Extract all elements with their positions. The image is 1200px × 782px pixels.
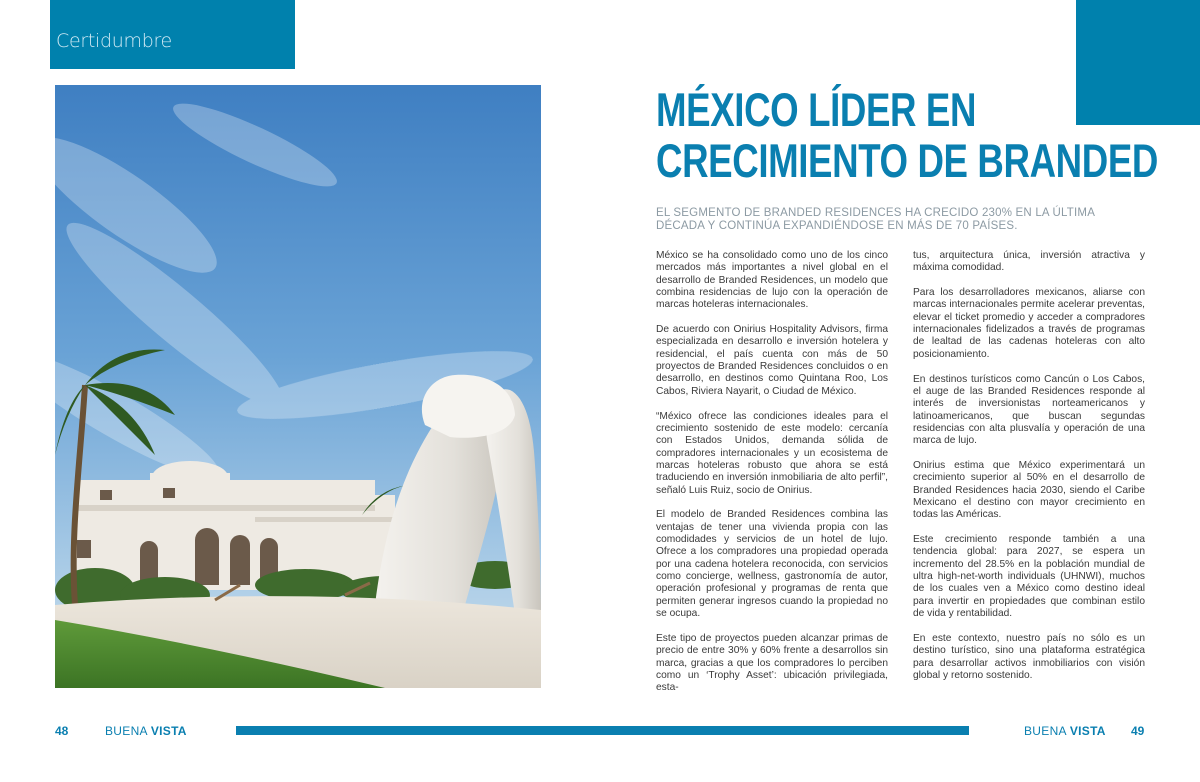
magazine-brand-right	[1024, 724, 1106, 738]
page-number-left: 48	[55, 724, 69, 738]
paragraph: En este contexto, nuestro país no sólo es un destino turístico, sino una plataforma estratégica para desarrollar activos inmobiliarios con visión global y retorno sostenido.	[913, 632, 1145, 681]
paragraph: Para los desarrolladores mexicanos, aliarse con marcas internacionales permite acelerar preventas, elevar el ticket promedio y acceder a compradores internacionales fidelizados a través de programas de lealtad de las cadenas hoteleras con alto posicionamiento.	[913, 287, 1145, 360]
body-column-left	[656, 250, 888, 707]
brand-second: VISTA	[1069, 724, 1106, 738]
footer-bar	[236, 726, 969, 735]
brand-second: VISTA	[150, 724, 187, 738]
brand-first: BUENA	[1024, 724, 1067, 738]
magazine-brand-left	[105, 724, 187, 738]
brand-first: BUENA	[105, 724, 148, 738]
article-headline	[656, 83, 1158, 187]
paragraph: “México ofrece las condiciones ideales para el crecimiento sostenido de este modelo: cercanía con Estados Unidos, demanda sólida de compradores internacionales y un ecosistema de marcas hoteleras robusto que ahora se está traduciendo en inversión inmobiliaria de alto perfil”, señaló Luis Ruiz, socio de Onirius.	[656, 410, 888, 496]
article-deck: EL SEGMENTO DE BRANDED RESIDENCES HA CRECIDO 230% EN LA ÚLTIMA DÉCADA Y CONTINÚA EXPANDIÉNDOSE EN MÁS DE 70 PAÍSES.	[656, 207, 1095, 232]
headline-line-1: MÉXICO LÍDER EN	[656, 83, 977, 136]
section-tab	[50, 0, 295, 69]
section-label: Certidumbre	[56, 30, 172, 52]
paragraph: En destinos turísticos como Cancún o Los Cabos, el auge de las Branded Residences responde al interés de inversionistas norteamericanos y latinoamericanos, que buscan segundas residencias con alta plusvalía y operación de una marca de lujo.	[913, 373, 1145, 447]
paragraph: Onirius estima que México experimentará un crecimiento superior al 50% en el desarrollo de Branded Residences hacia 2030, siendo el Caribe Mexicano el destino con mayor crecimiento en todas las Américas.	[913, 459, 1145, 521]
paragraph: Este crecimiento responde también a una tendencia global: para 2027, se espera un incremento del 28.5% en la población mundial de ultra high-net-worth individuals (UHNWI), muchos de los cuales ven a México como destino ideal para invertir en propiedades que combinan estilo de vida y rentabilidad.	[913, 534, 1145, 620]
resort-photo	[55, 85, 541, 688]
paragraph: El modelo de Branded Residences combina las ventajas de tener una vivienda propia con las comodidades y servicios de un hotel de lujo. Ofrece a los compradores una propiedad operada por una cadena hotelera reconocida, con servicios como concierge, wellness, gastronomía de autor, operación profesional y programas de renta que permiten generar ingresos cuando la propiedad no se ocupa.	[656, 509, 888, 620]
paragraph: De acuerdo con Onirius Hospitality Advisors, firma especializada en desarrollo e inversión hotelera y residencial, el país cuenta con más de 50 proyectos de Branded Residences concluidos o en desarrollo, en destinos como Quintana Roo, Los Cabos, Riviera Nayarit, o Ciudad de México.	[656, 324, 888, 397]
paragraph: tus, arquitectura única, inversión atractiva y máxima comodidad.	[913, 250, 1145, 274]
paragraph: Este tipo de proyectos pueden alcanzar primas de precio de entre 30% y 60% frente a desarrollos sin marca, gracias a que los compradores lo perciben como un ‘Trophy Asset’: ubicación privilegiada, esta-	[656, 632, 888, 694]
headline-line-2: CRECIMIENTO DE BRANDED	[656, 134, 1158, 187]
page-number-right: 49	[1131, 724, 1145, 738]
corner-accent-block	[1076, 0, 1200, 125]
body-column-right	[913, 250, 1145, 695]
paragraph: México se ha consolidado como uno de los cinco mercados más importantes a nivel global en el desarrollo de Branded Residences, un modelo que combina residencias de lujo con la operación de marcas hoteleras internacionales.	[656, 250, 888, 311]
